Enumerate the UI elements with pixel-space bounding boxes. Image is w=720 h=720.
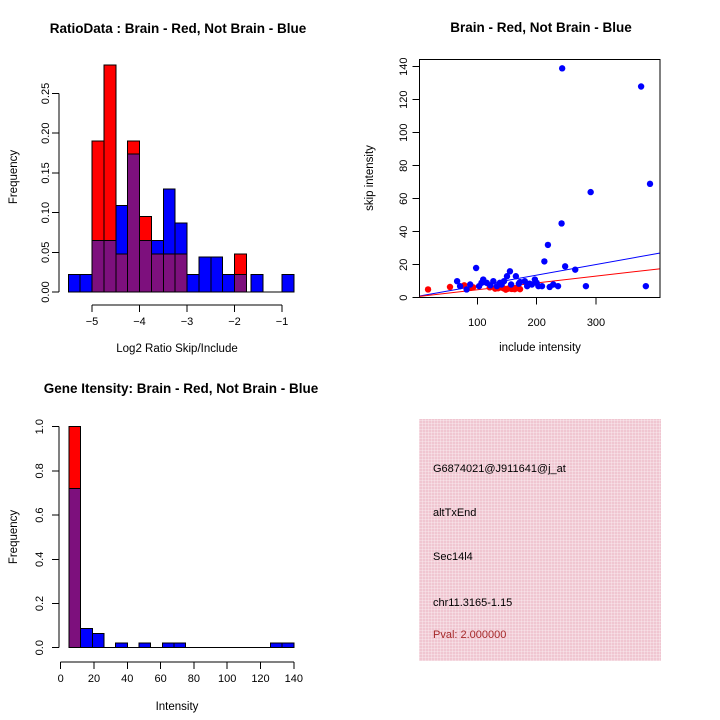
ratio-histogram-panel bbox=[0, 0, 360, 360]
y-tick-label: 0.20 bbox=[40, 122, 52, 144]
histogram-bar-red bbox=[104, 65, 116, 240]
histogram-bar-blue bbox=[139, 643, 151, 648]
chart-title: Brain - Red, Not Brain - Blue bbox=[450, 20, 632, 35]
x-tick-label: 40 bbox=[121, 673, 134, 685]
chart-title: Gene Itensity: Brain - Red, Not Brain - Blue bbox=[43, 381, 319, 396]
y-tick-label: 0.05 bbox=[40, 241, 52, 264]
info-panel-area bbox=[360, 360, 720, 720]
scatter-point-blue bbox=[643, 283, 649, 289]
histogram-bar-blue bbox=[68, 275, 80, 292]
x-tick-label: 100 bbox=[218, 673, 237, 685]
scatter-point-red bbox=[425, 286, 431, 292]
histogram-bar-purple bbox=[116, 254, 128, 292]
genomic-location: chr11.3165-1.15 bbox=[433, 597, 513, 609]
scatter-point-blue bbox=[647, 181, 653, 187]
scatter-point-blue bbox=[558, 220, 564, 226]
y-tick-label: 100 bbox=[398, 123, 410, 142]
y-axis-label: Frequency bbox=[8, 509, 20, 565]
y-tick-label: 0.2 bbox=[34, 595, 46, 612]
histogram-bar-red bbox=[140, 217, 152, 241]
histogram-bar-blue bbox=[163, 189, 175, 254]
scatter-point-blue bbox=[587, 189, 593, 195]
histogram-bar-red bbox=[92, 141, 104, 240]
y-tick-label: 0 bbox=[398, 294, 410, 301]
y-tick-label: 0.15 bbox=[40, 162, 52, 184]
y-tick-label: 0.8 bbox=[34, 463, 46, 479]
histogram-bar-blue bbox=[174, 643, 186, 648]
x-tick-label: 120 bbox=[251, 673, 270, 685]
histogram-bar-blue bbox=[92, 633, 104, 647]
x-axis-label: Intensity bbox=[155, 701, 199, 713]
histogram-bar-blue bbox=[211, 257, 223, 292]
histogram-bar-blue bbox=[162, 643, 174, 648]
scatter-point-blue bbox=[555, 283, 561, 289]
intensity-scatter-panel bbox=[360, 0, 720, 360]
scatter-point-red bbox=[517, 286, 523, 292]
x-tick-label: 140 bbox=[284, 673, 303, 685]
y-tick-label: 0.6 bbox=[34, 507, 46, 523]
y-tick-label: 140 bbox=[398, 57, 410, 76]
histogram-bar-purple bbox=[151, 254, 163, 292]
histogram-bar-purple bbox=[92, 240, 104, 292]
histogram-bar-blue bbox=[116, 205, 128, 253]
histogram-bar-purple bbox=[104, 240, 116, 292]
histogram-bar-blue bbox=[282, 275, 294, 292]
x-tick-label: −2 bbox=[228, 316, 241, 328]
histogram-bar-purple bbox=[175, 254, 187, 292]
histogram-bar-blue bbox=[199, 257, 211, 292]
y-tick-label: 0.4 bbox=[34, 551, 46, 567]
x-tick-label: 200 bbox=[527, 317, 546, 329]
x-tick-label: 300 bbox=[586, 317, 606, 329]
x-tick-label: −3 bbox=[180, 316, 194, 328]
event-type: altTxEnd bbox=[433, 507, 477, 519]
y-tick-label: 0.10 bbox=[40, 201, 52, 224]
scatter-point-red bbox=[447, 284, 453, 290]
pval-text: Pval: 2.000000 bbox=[433, 629, 507, 641]
histogram-bar-purple bbox=[128, 154, 140, 292]
scatter-point-blue bbox=[559, 65, 565, 71]
histogram-bar-blue bbox=[116, 643, 128, 648]
scatter-point-blue bbox=[545, 242, 551, 248]
chart-title: RatioData : Brain - Red, Not Brain - Blue bbox=[49, 21, 307, 36]
y-tick-label: 0.00 bbox=[40, 281, 52, 303]
scatter-point-blue bbox=[583, 283, 589, 289]
y-tick-label: 60 bbox=[398, 192, 410, 205]
x-tick-label: −1 bbox=[275, 316, 289, 328]
histogram-bar-blue bbox=[282, 643, 294, 648]
histogram-bar-purple bbox=[140, 240, 152, 292]
x-tick-label: 60 bbox=[154, 673, 167, 685]
y-tick-label: 40 bbox=[398, 225, 410, 238]
histogram-bar-purple bbox=[235, 275, 247, 292]
x-tick-label: 100 bbox=[468, 317, 487, 329]
scatter-point-blue bbox=[513, 273, 519, 279]
histogram-bar-blue bbox=[80, 275, 92, 292]
probe-id: G6874021@J911641@j_at bbox=[433, 463, 566, 475]
histogram-bar-blue bbox=[175, 223, 187, 254]
scatter-point-blue bbox=[541, 258, 547, 264]
histogram-bar-red bbox=[235, 254, 247, 275]
histogram-bar-blue bbox=[251, 275, 263, 292]
histogram-bar-blue bbox=[223, 275, 235, 292]
x-tick-label: 20 bbox=[87, 673, 101, 685]
scatter-point-blue bbox=[467, 281, 473, 287]
x-tick-label: −4 bbox=[133, 316, 146, 328]
y-axis-label: Frequency bbox=[8, 149, 20, 205]
y-tick-label: 0.25 bbox=[40, 82, 52, 105]
scatter-point-blue bbox=[457, 283, 463, 289]
plot-box bbox=[419, 59, 660, 297]
histogram-bar-purple bbox=[69, 489, 81, 648]
histogram-bar-purple bbox=[163, 254, 175, 292]
gene-intensity-histogram-panel bbox=[0, 360, 360, 720]
histogram-bar-red bbox=[69, 427, 81, 489]
y-tick-label: 1.0 bbox=[34, 419, 46, 435]
x-axis-label: Log2 Ratio Skip/Include bbox=[116, 343, 238, 355]
histogram-bar-red bbox=[128, 141, 140, 154]
histogram-bar-blue bbox=[151, 240, 163, 253]
blue-regression-line bbox=[420, 253, 660, 296]
histogram-bar-blue bbox=[187, 275, 199, 292]
scatter-point-blue bbox=[507, 268, 513, 274]
x-tick-label: 80 bbox=[187, 673, 201, 685]
scatter-point-blue bbox=[638, 83, 644, 89]
y-axis-label: skip intensity bbox=[364, 145, 376, 211]
y-tick-label: 80 bbox=[398, 159, 410, 172]
y-tick-label: 20 bbox=[398, 258, 410, 271]
histogram-bar-blue bbox=[270, 643, 282, 648]
scatter-point-blue bbox=[572, 266, 578, 272]
x-axis-label: include intensity bbox=[499, 342, 581, 354]
x-tick-label: −5 bbox=[85, 316, 99, 328]
scatter-point-blue bbox=[539, 283, 545, 289]
y-tick-label: 0.0 bbox=[34, 640, 46, 656]
gene-name: Sec14l4 bbox=[433, 551, 473, 563]
histogram-bar-blue bbox=[81, 628, 93, 647]
x-tick-label: 0 bbox=[57, 673, 64, 685]
scatter-point-blue bbox=[562, 263, 568, 269]
scatter-point-blue bbox=[508, 281, 514, 287]
info-box bbox=[419, 419, 661, 661]
y-tick-label: 120 bbox=[398, 90, 410, 109]
scatter-point-blue bbox=[473, 265, 479, 271]
